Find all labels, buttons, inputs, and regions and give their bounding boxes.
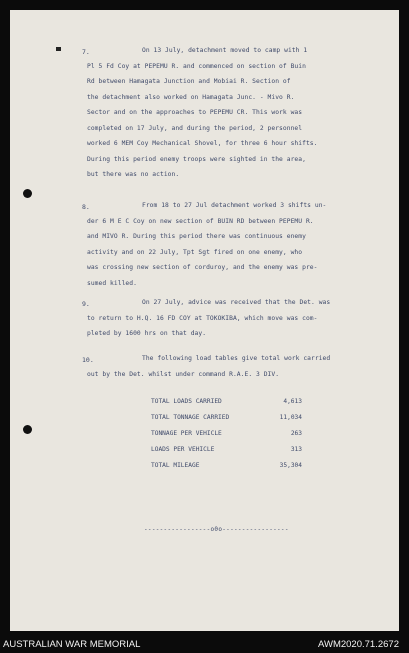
paragraph-line: sumed killed. (87, 280, 137, 287)
paragraph-line: der 6 M E C Coy on new section of BUIN RD between PEPEMU R. (87, 218, 314, 225)
load-table-value: 11,034 (279, 414, 302, 421)
paragraph-line: pleted by 1600 hrs on that day. (87, 330, 207, 337)
load-table-value: 4,613 (283, 398, 302, 405)
paragraph-line: From 18 to 27 Jul detachment worked 3 shifts un- (142, 202, 327, 209)
paragraph-line: On 13 July, detachment moved to camp with 1 (142, 47, 308, 54)
paragraph-line: completed on 17 July, and during the period, 2 personnel (87, 125, 303, 132)
paragraph-line: worked 6 MEM Coy Mechanical Shovel, for three 6 hour shifts. (87, 140, 318, 147)
load-table-label: TOTAL LOADS CARRIED (151, 398, 222, 405)
paragraph-line: out by the Det. whilst under command R.A.E. 3 DIV. (87, 371, 280, 378)
section-divider: -----------------o0o----------------- (144, 526, 289, 533)
paragraph-line: Sector and on the approaches to PEPEMU CR. This work was (87, 109, 303, 116)
load-table-label: LOADS PER VEHICLE (151, 446, 215, 453)
paragraph-line: During this period enemy troops were sighted in the area, (87, 156, 306, 163)
load-table-label: TONNAGE PER VEHICLE (151, 430, 222, 437)
paragraph-line: the detachment also worked on Hamagata Junc. - Mivo R. (87, 94, 295, 101)
load-table-value: 313 (290, 446, 302, 453)
paragraph-line: Pl 5 Fd Coy at PEPEMU R. and commenced on section of Buin (87, 63, 306, 70)
paragraph-line: and MIVO R. During this period there was continuous enemy (87, 233, 306, 240)
footer-catalogue-id: AWM2020.71.2672 (318, 639, 399, 650)
paragraph-line: to return to H.Q. 16 FD COY at TOKOKIBA, which move was com- (87, 315, 318, 322)
load-table-label: TOTAL MILEAGE (151, 462, 200, 469)
document-page (10, 10, 399, 631)
paragraph-number: 8. (82, 203, 90, 211)
load-table-value: 263 (290, 430, 302, 437)
paragraph-line: Rd between Hamagata Junction and Mobiai R. Section of (87, 78, 291, 85)
paragraph-line: but there was no action. (87, 171, 180, 178)
paragraph-line: was crossing new section of corduroy, and the enemy was pre- (87, 264, 318, 271)
ink-mark (56, 47, 61, 51)
paragraph-number: 10. (82, 356, 94, 364)
load-table-value: 35,304 (279, 462, 302, 469)
punch-hole (23, 189, 32, 198)
paragraph-line: On 27 July, advice was received that the Det. was (142, 299, 331, 306)
paragraph-line: activity and on 22 July, Tpt Sgt fired on one enemy, who (87, 249, 303, 256)
paragraph-line: The following load tables give total work carried (142, 355, 331, 362)
footer-institution: AUSTRALIAN WAR MEMORIAL (3, 639, 141, 650)
load-table-label: TOTAL TONNAGE CARRIED (151, 414, 230, 421)
paragraph-number: 7. (82, 48, 90, 56)
paragraph-number: 9. (82, 300, 90, 308)
punch-hole (23, 425, 32, 434)
